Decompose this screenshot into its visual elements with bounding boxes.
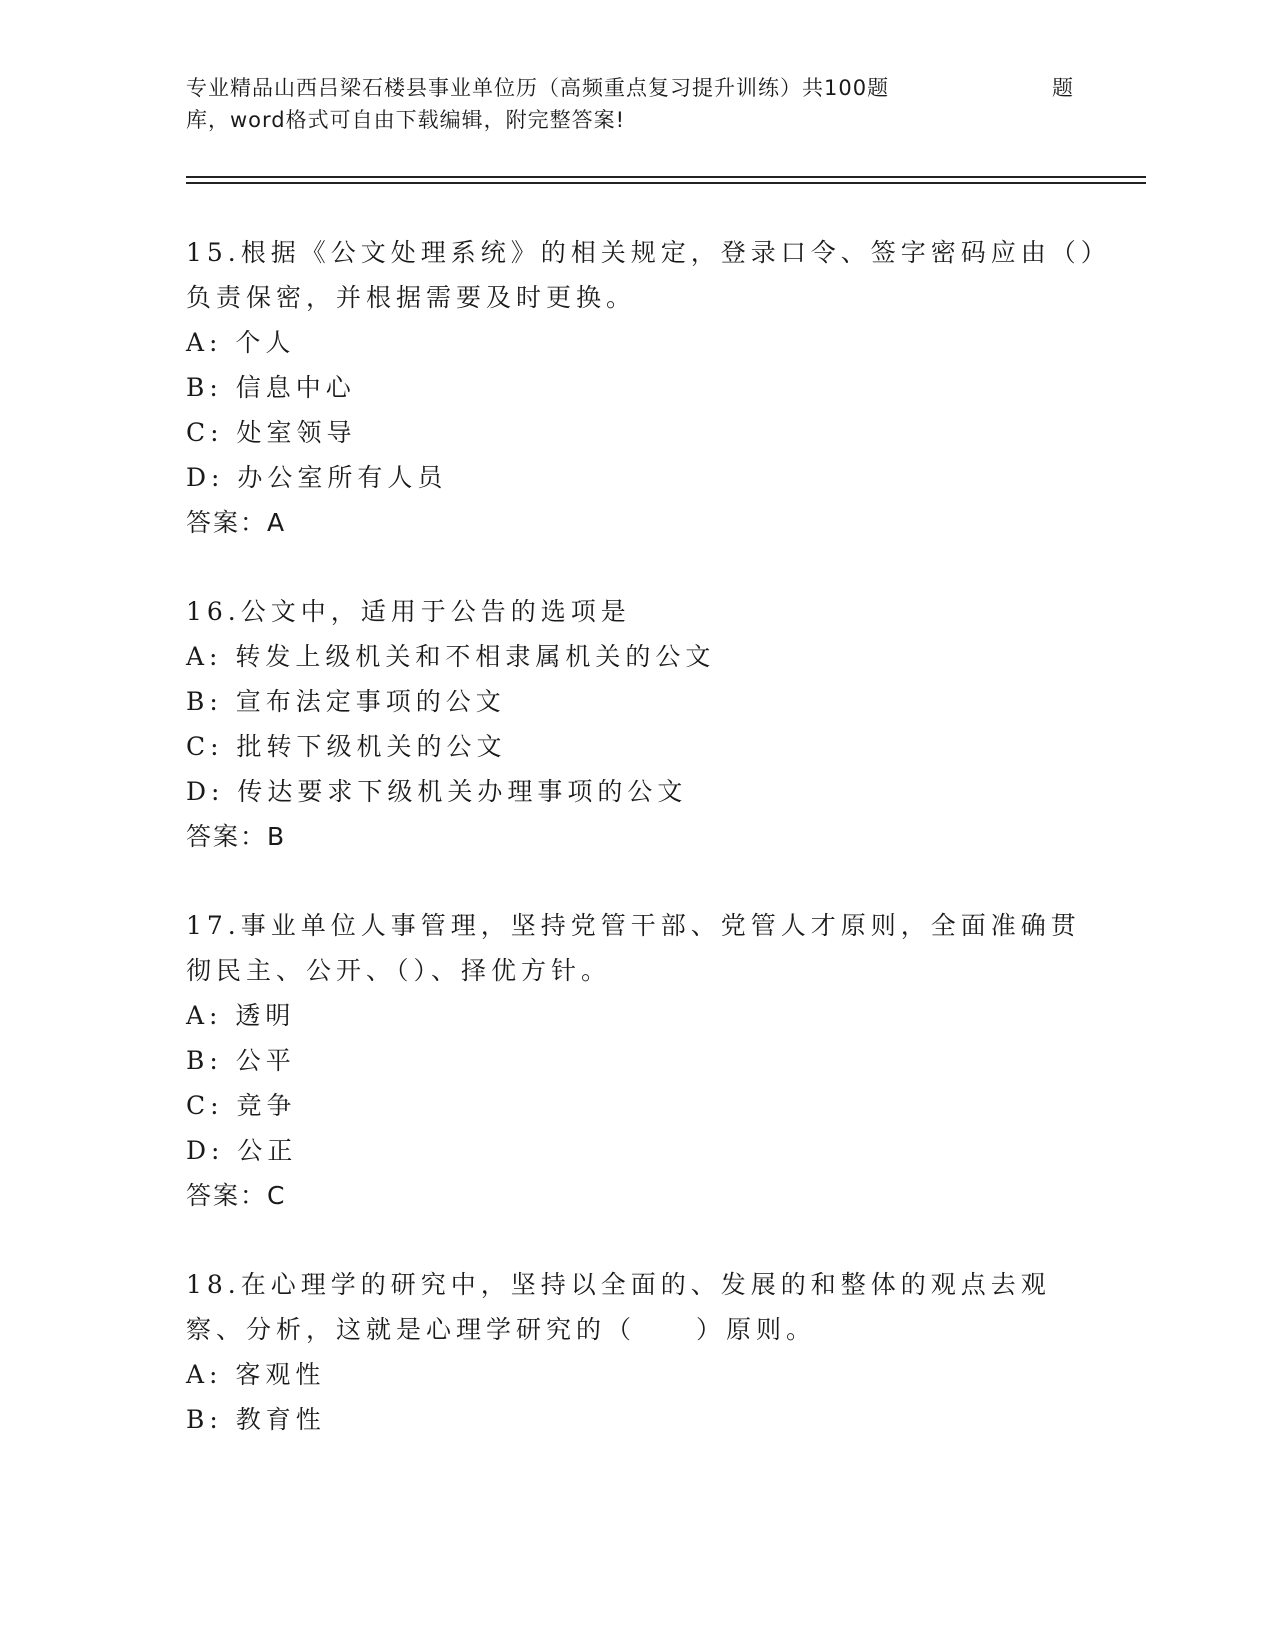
option-b: B: 信息中心 — [186, 373, 356, 402]
answer-label: 答案：A — [186, 508, 287, 537]
document-header — [186, 72, 1086, 136]
question-text: 18.在心理学的研究中，坚持以全面的、发展的和整体的观点去观察、分析，这就是心理学研究的（ ）原则。 — [186, 1270, 1051, 1344]
question-15 — [186, 230, 1106, 545]
option-c: C: 批转下级机关的公文 — [186, 732, 507, 761]
option-c: C: 处室领导 — [186, 418, 357, 447]
question-16 — [186, 589, 1106, 859]
header-divider-top — [186, 176, 1146, 178]
option-d: D: 公正 — [186, 1136, 298, 1165]
option-b: B: 公平 — [186, 1046, 296, 1075]
question-17 — [186, 903, 1106, 1218]
option-b: B: 宣布法定事项的公文 — [186, 687, 506, 716]
option-a: A: 客观性 — [186, 1360, 326, 1389]
option-c: C: 竞争 — [186, 1091, 297, 1120]
option-d: D: 传达要求下级机关办理事项的公文 — [186, 777, 688, 806]
question-list — [186, 230, 1106, 1486]
question-text: 16.公文中，适用于公告的选项是 — [186, 597, 631, 626]
option-a: A: 透明 — [186, 1001, 296, 1030]
answer-label: 答案：C — [186, 1181, 287, 1210]
header-divider-bottom — [186, 182, 1146, 184]
option-b: B: 教育性 — [186, 1405, 326, 1434]
question-18 — [186, 1262, 1106, 1442]
option-a: A: 转发上级机关和不相隶属机关的公文 — [186, 642, 716, 671]
option-d: D: 办公室所有人员 — [186, 463, 448, 492]
header-line-1 — [186, 72, 1086, 104]
header-title: 专业精品山西吕梁石楼县事业单位历（高频重点复习提升训练）共100题 — [186, 76, 890, 100]
question-text: 15.根据《公文处理系统》的相关规定，登录口令、签字密码应由（）负责保密，并根据需要及时更换。 — [186, 238, 1099, 312]
question-text: 17.事业单位人事管理，坚持党管干部、党管人才原则，全面准确贯彻民主、公开、（）、择优方针。 — [186, 911, 1081, 985]
option-a: A: 个人 — [186, 328, 296, 357]
header-title-tail: 题 — [1052, 76, 1074, 100]
answer-label: 答案：B — [186, 822, 287, 851]
header-line-2: 库，word格式可自由下载编辑，附完整答案! — [186, 108, 626, 132]
